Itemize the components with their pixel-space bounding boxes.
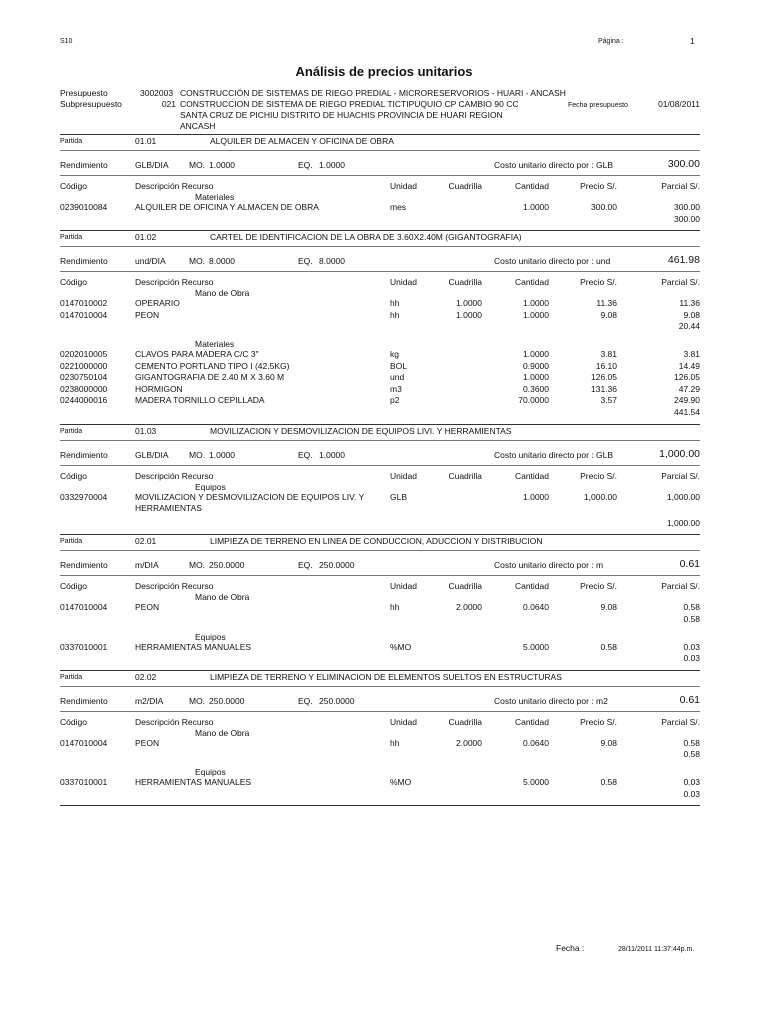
- resource-parcial: 249.90: [674, 395, 700, 406]
- divider: [60, 670, 700, 671]
- resource-unit: p2: [390, 395, 400, 406]
- rendimiento-label: Rendimiento: [60, 560, 108, 571]
- resource-parcial: 126.05: [674, 372, 700, 383]
- resource-group-name: Equipos: [195, 767, 226, 777]
- column-header-unidad: Unidad: [390, 181, 417, 191]
- group-subtotal: 441.54: [674, 407, 700, 417]
- resource-code: 0147010004: [60, 602, 108, 613]
- resource-parcial: 1,000.00: [666, 491, 700, 502]
- column-header-descripcion: Descripción Recurso: [135, 581, 214, 592]
- partida-description: CARTEL DE IDENTIFICACION DE LA OBRA DE 3.60X2.40M (GIGANTOGRAFIA): [210, 232, 522, 243]
- divider: [60, 134, 700, 135]
- column-header-cuadrilla: Cuadrilla: [448, 581, 482, 592]
- resource-description: CLAVOS PARA MADERA C/C 3": [135, 349, 259, 359]
- group-subtotal: 300.00: [674, 213, 700, 224]
- costo-unitario-label: Costo unitario directo por : GLB: [494, 449, 614, 460]
- presupuesto-label: Presupuesto: [60, 88, 108, 98]
- resource-description: MOVILIZACION Y DESMOVILIZACION DE EQUIPOS LIV. Y: [135, 491, 365, 502]
- resource-cantidad: 1.0000: [523, 491, 549, 502]
- presupuesto-code: 3002003: [140, 88, 174, 98]
- divider: [60, 246, 700, 247]
- subpresupuesto-label: Subpresupuesto: [60, 99, 122, 109]
- divider: [60, 271, 700, 272]
- resource-description: PEON: [135, 309, 160, 320]
- footer-fecha: 28/11/2011 11:37:44p.m.: [618, 946, 695, 953]
- resource-cantidad: 1.0000: [523, 202, 549, 212]
- resource-precio: 11.36: [596, 298, 617, 309]
- resource-precio: 9.08: [600, 309, 617, 320]
- partida-code: 01.03: [135, 425, 157, 436]
- subpresupuesto-description-line2: SANTA CRUZ DE PICHIU DISTRITO DE HUACHIS PROVINCIA DE HUARI REGION: [180, 110, 503, 120]
- resource-cantidad: 1.0000: [523, 349, 549, 359]
- column-header-unidad: Unidad: [390, 277, 417, 288]
- resource-description: ALQUILER DE OFICINA Y ALMACEN DE OBRA: [135, 202, 319, 212]
- resource-description: GIGANTOGRAFIA DE 2.40 M X 3.60 M: [135, 372, 285, 383]
- resource-cantidad: 0.3600: [523, 383, 549, 394]
- mo-value: 1.0000: [209, 449, 235, 460]
- resource-description: PEON: [135, 602, 160, 613]
- costo-unitario-value: 1,000.00: [659, 447, 700, 460]
- resource-description: CEMENTO PORTLAND TIPO I (42.5KG): [135, 360, 290, 371]
- resource-description: MADERA TORNILLO CEPILLADA: [135, 395, 265, 406]
- eq-label: EQ.: [298, 256, 313, 267]
- resource-description: HERRAMIENTAS MANUALES: [135, 641, 252, 652]
- divider: [60, 424, 700, 425]
- group-subtotal: 20.44: [678, 321, 700, 332]
- resource-code: 0239010084: [60, 202, 108, 212]
- column-header-parcial: Parcial S/.: [661, 181, 700, 191]
- column-header-cantidad: Cantidad: [514, 277, 549, 288]
- resource-cantidad: 70.0000: [518, 395, 549, 406]
- column-header-parcial: Parcial S/.: [661, 581, 700, 592]
- rendimiento-label: Rendimiento: [60, 160, 108, 170]
- costo-unitario-value: 0.61: [679, 558, 700, 571]
- resource-precio: 0.58: [600, 777, 617, 787]
- column-header-cuadrilla: Cuadrilla: [448, 277, 482, 288]
- group-subtotal: 0.03: [683, 788, 700, 799]
- group-subtotal: 0.58: [683, 614, 700, 624]
- resource-precio: 3.81: [600, 349, 617, 359]
- column-header-cantidad: Cantidad: [514, 581, 549, 592]
- divider: [60, 150, 700, 151]
- group-subtotal: 0.03: [683, 653, 700, 664]
- column-header-cantidad: Cantidad: [514, 716, 549, 727]
- costo-unitario-value: 300.00: [667, 158, 700, 170]
- resource-unit: mes: [390, 202, 407, 212]
- divider: [60, 175, 700, 176]
- resource-unit: hh: [390, 298, 400, 309]
- column-header-descripcion: Descripción Recurso: [135, 277, 214, 288]
- resource-cuadrilla: 1.0000: [456, 309, 482, 320]
- page-label: Página :: [598, 38, 624, 45]
- column-header-descripcion: Descripción Recurso: [135, 181, 214, 191]
- eq-label: EQ.: [298, 449, 313, 460]
- partida-code: 02.01: [135, 536, 157, 547]
- resource-parcial: 0.03: [683, 777, 700, 787]
- resource-parcial: 0.03: [683, 641, 700, 652]
- partida-code: 01.01: [135, 136, 157, 146]
- eq-value: 1.0000: [319, 449, 345, 460]
- resource-parcial: 3.81: [683, 349, 700, 359]
- column-header-parcial: Parcial S/.: [661, 277, 700, 288]
- partida-description: LIMPIEZA DE TERRENO EN LINEA DE CONDUCCION, ADUCCION Y DISTRIBUCION: [210, 536, 543, 547]
- column-header-unidad: Unidad: [390, 470, 417, 481]
- divider: [60, 805, 700, 806]
- resource-group-name: Materiales: [195, 339, 235, 349]
- column-header-cuadrilla: Cuadrilla: [448, 470, 482, 481]
- divider: [60, 550, 700, 551]
- fecha-presupuesto-label: Fecha presupuesto: [568, 102, 628, 109]
- column-header-precio: Precio S/.: [580, 181, 617, 191]
- column-header-codigo: Código: [60, 581, 87, 592]
- resource-unit: %MO: [390, 777, 412, 787]
- partida-label: Partida: [60, 427, 83, 435]
- resource-parcial: 0.58: [683, 602, 700, 613]
- rendimiento-label: Rendimiento: [60, 449, 108, 460]
- divider: [60, 440, 700, 441]
- resource-cantidad: 5.0000: [523, 641, 549, 652]
- resource-code: 0238000000: [60, 383, 108, 394]
- resource-cantidad: 5.0000: [523, 777, 549, 787]
- column-header-parcial: Parcial S/.: [661, 470, 700, 481]
- divider: [60, 465, 700, 466]
- column-header-precio: Precio S/.: [580, 277, 617, 288]
- column-header-codigo: Código: [60, 181, 87, 191]
- column-header-cantidad: Cantidad: [514, 470, 549, 481]
- page-number: 1: [690, 36, 695, 46]
- column-header-precio: Precio S/.: [580, 581, 617, 592]
- partida-code: 02.02: [135, 671, 157, 682]
- subpresupuesto-code: 021: [161, 99, 176, 109]
- rendimiento-label: Rendimiento: [60, 256, 108, 267]
- resource-precio: 9.08: [600, 737, 617, 748]
- resource-group-name: Materiales: [195, 192, 235, 202]
- eq-label: EQ.: [298, 695, 313, 706]
- column-header-parcial: Parcial S/.: [661, 716, 700, 727]
- resource-precio: 16.10: [595, 360, 617, 371]
- page-title: Análisis de precios unitarios: [295, 64, 473, 79]
- resource-description: HORMIGON: [135, 383, 183, 394]
- costo-unitario-label: Costo unitario directo por : m: [494, 560, 604, 571]
- mo-label: MO.: [189, 449, 206, 460]
- rendimiento-unit: m/DIA: [135, 560, 159, 571]
- costo-unitario-label: Costo unitario directo por : GLB: [494, 160, 614, 170]
- costo-unitario-label: Costo unitario directo por : m2: [494, 695, 608, 706]
- footer-fecha-label: Fecha :: [556, 943, 585, 953]
- partida-label: Partida: [60, 234, 83, 242]
- resource-precio: 9.08: [600, 602, 617, 613]
- rendimiento-label: Rendimiento: [60, 695, 108, 706]
- resource-code: 0230750104: [60, 372, 108, 383]
- resource-unit: m3: [390, 383, 402, 394]
- resource-code: 0332970004: [60, 491, 108, 502]
- resource-code: 0202010005: [60, 349, 108, 359]
- resource-group-name: Equipos: [195, 481, 226, 492]
- subpresupuesto-description-line1: CONSTRUCCION DE SISTEMA DE RIEGO PREDIAL TICTIPUQUIO CP CAMBIO 90 CC: [180, 99, 519, 109]
- resource-description: HERRAMIENTAS MANUALES: [135, 777, 252, 787]
- presupuesto-description: CONSTRUCCIÓN DE SISTEMAS DE RIEGO PREDIAL - MICRORESERVORIOS - HUARI - ANCASH: [180, 88, 566, 98]
- resource-code: 0147010004: [60, 309, 108, 320]
- costo-unitario-value: 0.61: [679, 693, 700, 706]
- fecha-presupuesto: 01/08/2011: [658, 99, 700, 109]
- column-header-codigo: Código: [60, 470, 87, 481]
- mo-label: MO.: [189, 695, 206, 706]
- rendimiento-unit: und/DIA: [135, 256, 166, 267]
- partida-label: Partida: [60, 673, 83, 681]
- rendimiento-unit: m2/DIA: [135, 695, 164, 706]
- resource-precio: 0.58: [600, 641, 617, 652]
- column-header-codigo: Código: [60, 716, 87, 727]
- resource-code: 0244000016: [60, 395, 108, 406]
- column-header-cuadrilla: Cuadrilla: [448, 181, 482, 191]
- divider: [60, 575, 700, 576]
- resource-parcial: 9.08: [683, 309, 700, 320]
- costo-unitario-label: Costo unitario directo por : und: [494, 256, 611, 267]
- rendimiento-unit: GLB/DIA: [135, 160, 169, 170]
- resource-parcial: 300.00: [674, 202, 700, 212]
- resource-unit: GLB: [390, 491, 408, 502]
- column-header-descripcion: Descripción Recurso: [135, 716, 214, 727]
- resource-cuadrilla: 2.0000: [456, 602, 482, 613]
- rendimiento-unit: GLB/DIA: [135, 449, 169, 460]
- resource-description-continued: HERRAMIENTAS: [135, 503, 202, 514]
- resource-parcial: 0.58: [683, 737, 700, 748]
- divider: [60, 230, 700, 231]
- partida-description: MOVILIZACION Y DESMOVILIZACION DE EQUIPOS LIVI. Y HERRAMIENTAS: [210, 425, 512, 436]
- mo-label: MO.: [189, 256, 206, 267]
- resource-precio: 3.57: [600, 395, 617, 406]
- resource-code: 0221000000: [60, 360, 108, 371]
- mo-value: 250.0000: [209, 695, 245, 706]
- group-subtotal: 1,000.00: [666, 517, 700, 528]
- eq-label: EQ.: [298, 160, 313, 170]
- resource-parcial: 47.29: [678, 383, 700, 394]
- partida-label: Partida: [60, 538, 83, 546]
- resource-group-name: Mano de Obra: [195, 288, 250, 299]
- resource-cuadrilla: 1.0000: [456, 298, 482, 309]
- column-header-unidad: Unidad: [390, 716, 417, 727]
- resource-unit: %MO: [390, 641, 412, 652]
- resource-cuadrilla: 2.0000: [456, 737, 482, 748]
- divider: [60, 686, 700, 687]
- column-header-descripcion: Descripción Recurso: [135, 470, 214, 481]
- resource-cantidad: 0.9000: [523, 360, 549, 371]
- column-header-precio: Precio S/.: [580, 470, 617, 481]
- resource-group-name: Equipos: [195, 631, 226, 642]
- mo-value: 8.0000: [209, 256, 235, 267]
- mo-label: MO.: [189, 560, 206, 571]
- resource-code: 0147010002: [60, 298, 108, 309]
- resource-group-name: Mano de Obra: [195, 592, 250, 603]
- subpresupuesto-description-line3: ANCASH: [180, 121, 216, 131]
- resource-cantidad: 0.0640: [523, 737, 549, 748]
- system-name: S10: [60, 38, 73, 45]
- resource-cantidad: 1.0000: [523, 309, 549, 320]
- resource-precio: 300.00: [591, 202, 617, 212]
- costo-unitario-value: 461.98: [667, 254, 700, 267]
- eq-value: 1.0000: [319, 160, 345, 170]
- partida-description: LIMPIEZA DE TERRENO Y ELIMINACION DE ELEMENTOS SUELTOS EN ESTRUCTURAS: [210, 671, 562, 682]
- column-header-cuadrilla: Cuadrilla: [448, 716, 482, 727]
- group-subtotal: 0.58: [683, 749, 700, 760]
- resource-precio: 131.36: [591, 383, 617, 394]
- column-header-codigo: Código: [60, 277, 87, 288]
- resource-unit: hh: [390, 737, 400, 748]
- resource-unit: hh: [390, 602, 400, 613]
- resource-unit: kg: [390, 349, 399, 359]
- partida-label: Partida: [60, 138, 83, 145]
- eq-value: 8.0000: [319, 256, 345, 267]
- divider: [60, 534, 700, 535]
- resource-group-name: Mano de Obra: [195, 727, 250, 738]
- resource-description: OPERARIO: [135, 298, 180, 309]
- resource-description: PEON: [135, 737, 160, 748]
- resource-cantidad: 0.0640: [523, 602, 549, 613]
- resource-unit: und: [390, 372, 405, 383]
- resource-code: 0147010004: [60, 737, 108, 748]
- resource-code: 0337010001: [60, 777, 108, 787]
- mo-label: MO.: [189, 160, 206, 170]
- column-header-cantidad: Cantidad: [514, 181, 549, 191]
- column-header-precio: Precio S/.: [580, 716, 617, 727]
- partida-description: ALQUILER DE ALMACEN Y OFICINA DE OBRA: [210, 136, 394, 146]
- mo-value: 250.0000: [209, 560, 245, 571]
- resource-precio: 126.05: [591, 372, 617, 383]
- resource-unit: BOL: [390, 360, 408, 371]
- resource-parcial: 14.49: [678, 360, 700, 371]
- eq-value: 250.0000: [319, 695, 355, 706]
- resource-cantidad: 1.0000: [523, 372, 549, 383]
- eq-value: 250.0000: [319, 560, 355, 571]
- resource-unit: hh: [390, 309, 400, 320]
- partida-code: 01.02: [135, 232, 157, 243]
- column-header-unidad: Unidad: [390, 581, 417, 592]
- resource-code: 0337010001: [60, 641, 108, 652]
- eq-label: EQ.: [298, 560, 313, 571]
- resource-cantidad: 1.0000: [523, 298, 549, 309]
- divider: [60, 711, 700, 712]
- resource-parcial: 11.36: [679, 298, 700, 309]
- resource-precio: 1,000.00: [583, 491, 617, 502]
- mo-value: 1.0000: [209, 160, 235, 170]
